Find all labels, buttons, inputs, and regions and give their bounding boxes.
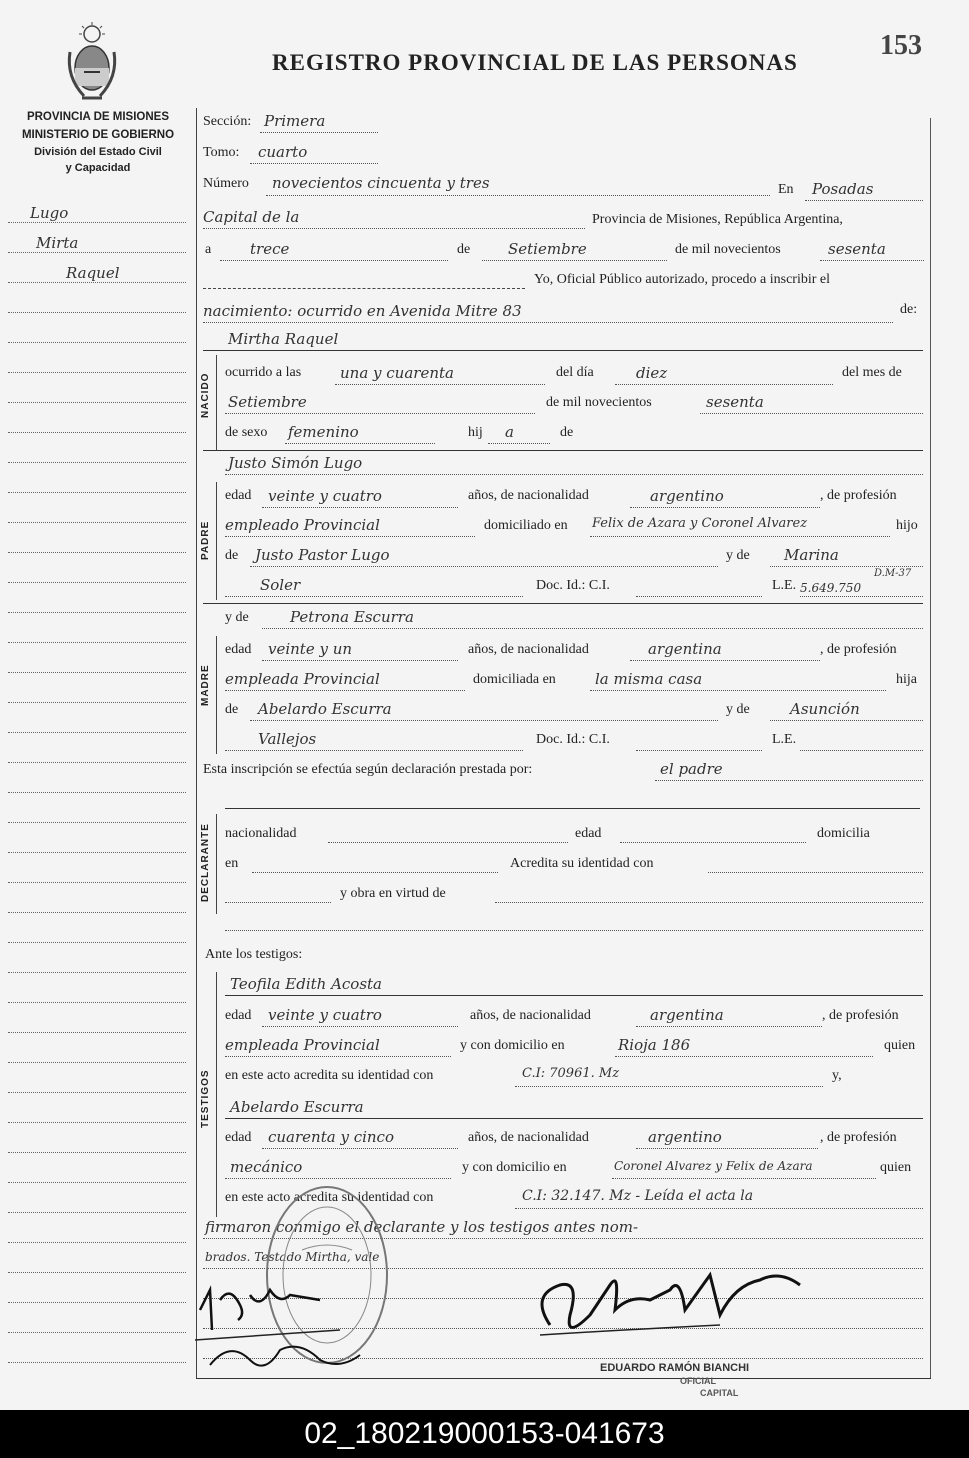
document-id-footer: 02_180219000153-041673 (0, 1410, 969, 1458)
officer-stamp-role: OFICIAL (680, 1376, 716, 1386)
testigo1-y-label: y, (832, 1068, 842, 1083)
nacido-divider (203, 350, 923, 351)
seccion-value: Primera (264, 112, 326, 130)
closing-line-1: firmaron conmigo el declarante y los testigos antes nom- (205, 1218, 639, 1236)
testigos-bracket (216, 972, 217, 1217)
declarante-acredita-label: Acredita su identidad con (510, 856, 654, 871)
madre-edad-value: veinte y un (268, 640, 353, 658)
padre-dom-label: domiciliado en (484, 518, 568, 533)
acto-value: nacimiento: ocurrido en Avenida Mitre 83 (203, 302, 522, 320)
en-label: En (778, 182, 794, 197)
padre-edad-value: veinte y cuatro (268, 487, 382, 505)
margin-name-1: Mirta (36, 234, 79, 252)
testigo2-doc: C.I: 32.147. Mz - Leída el acta la (522, 1188, 754, 1204)
nacido-anio-value: sesenta (706, 393, 764, 411)
de-label: de (457, 242, 471, 257)
declarante-edad-label: edad (575, 826, 602, 841)
testigo1-doc: C.I: 70961. Mz (522, 1066, 620, 1081)
padre-edad-label: edad (225, 488, 252, 503)
madre-hija-label: hija (896, 672, 917, 687)
testigo1-quien-label: quien (884, 1038, 916, 1053)
milnov-label: de mil novecientos (675, 242, 781, 257)
page-number: 153 (880, 30, 922, 61)
testigo1-edad: veinte y cuatro (268, 1006, 382, 1024)
witness-signatures-icon (190, 1280, 370, 1390)
en-value: Posadas (812, 180, 874, 198)
testigo2-nac-label: años, de nacionalidad (468, 1130, 589, 1145)
padre-le-label: L.E. (772, 578, 797, 593)
padre-nombre: Justo Simón Lugo (228, 454, 363, 472)
office-ministry: MINISTERIO DE GOBIERNO (21, 129, 175, 141)
issuing-office (8, 108, 188, 176)
tomo-label: Tomo: (203, 145, 240, 160)
sexo-label: de sexo (225, 425, 268, 440)
deldia-label: del día (556, 365, 594, 380)
hij-label: hij (468, 425, 483, 440)
testigo1-edad-label: edad (225, 1008, 252, 1023)
testigos-section-label: TESTIGOS (200, 1069, 211, 1128)
padre-section-label: PADRE (200, 520, 211, 560)
declarante-obra-label: y obra en virtud de (340, 886, 446, 901)
testigo2-nac: argentino (648, 1128, 722, 1146)
nacido-nombre: Mirtha Raquel (228, 330, 339, 348)
madre-dom-label: domiciliada en (473, 672, 556, 687)
hora-value: una y cuarenta (340, 364, 454, 382)
padre-le-note: D.M-37 (874, 568, 912, 579)
testigo1-nac: argentina (650, 1006, 724, 1024)
margin-name-2: Raquel (66, 264, 120, 282)
numero-label: Número (203, 176, 249, 191)
testigo2-quien-label: quien (880, 1160, 912, 1175)
testigo2-dom: Coronel Alvarez y Felix de Azara (614, 1159, 813, 1173)
padre-prof-label: , de profesión (820, 488, 897, 503)
madre-de-label: de (225, 702, 239, 717)
madre-yde2-label: y de (726, 702, 750, 717)
madre-doc-label: Doc. Id.: C.I. (536, 732, 610, 747)
hij-suffix: a (505, 423, 514, 441)
officer-signature-icon (520, 1255, 810, 1355)
madre-le-label: L.E. (772, 732, 797, 747)
padre-le-value: 5.649.750 (800, 581, 862, 595)
padre-madre-de-1: Marina (784, 546, 839, 564)
padre-nac-label: años, de nacionalidad (468, 488, 589, 503)
testigo2-prof-label: , de profesión (820, 1130, 897, 1145)
officer-stamp-name: EDUARDO RAMÓN BIANCHI (600, 1362, 750, 1374)
tomo-value: cuarto (258, 143, 308, 161)
document-title: REGISTRO PROVINCIAL DE LAS PERSONAS (272, 50, 798, 75)
testigo2-edad: cuarenta y cinco (268, 1128, 394, 1146)
padre-bracket (216, 482, 217, 600)
left-border (196, 108, 197, 1378)
declarante-nac-label: nacionalidad (225, 826, 297, 841)
padre-de-label: de (225, 548, 239, 563)
numero-value: novecientos cincuenta y tres (272, 174, 490, 192)
madre-madre-de-1: Asunción (790, 700, 860, 718)
officer-stamp-location: CAPITAL (700, 1388, 739, 1398)
office-division: División del Estado Civil (34, 146, 162, 158)
padre-yde-label: y de (726, 548, 750, 563)
dia-value: trece (250, 240, 290, 258)
testigo1-nombre: Teofila Edith Acosta (230, 975, 382, 993)
testigo1-dom: Rioja 186 (618, 1036, 691, 1054)
declarante-intro-label: Esta inscripción se efectúa según declaración prestada por: (203, 762, 533, 777)
madre-nac-value: argentina (648, 640, 722, 658)
padre-dom-value: Felix de Azara y Coronel Alvarez (592, 516, 808, 531)
declarante-intro-value: el padre (660, 760, 723, 778)
testigo1-dom-label: y con domicilio en (460, 1038, 565, 1053)
testigo2-acredita-label: en este acto acredita su identidad con (225, 1190, 434, 1205)
padre-divider (203, 450, 923, 451)
madre-edad-label: edad (225, 642, 252, 657)
margin-surname: Lugo (30, 204, 69, 222)
sexo-value: femenino (288, 423, 359, 441)
coat-of-arms-icon (64, 22, 120, 104)
padre-madre-de-2: Soler (260, 576, 301, 594)
declarante-bracket (216, 814, 217, 914)
provincia-text: Provincia de Misiones, República Argentina, (592, 212, 843, 227)
madre-madre-de-2: Vallejos (258, 730, 317, 748)
madre-nombre: Petrona Escurra (290, 608, 414, 626)
ocurrido-label: ocurrido a las (225, 365, 302, 380)
nacido-mes-value: Setiembre (228, 393, 307, 411)
oficial-text: Yo, Oficial Público autorizado, procedo a inscribir el (534, 272, 831, 287)
padre-doc-label: Doc. Id.: C.I. (536, 578, 610, 593)
testigo2-prof: mecánico (230, 1158, 303, 1176)
nacido-section-label: NACIDO (200, 372, 211, 418)
testigo2-edad-label: edad (225, 1130, 252, 1145)
declarante-section-label: DECLARANTE (200, 823, 211, 902)
madre-bracket (216, 636, 217, 754)
seccion-label: Sección: (203, 114, 252, 129)
padre-padre-de: Justo Pastor Lugo (255, 546, 390, 564)
madre-padre-de: Abelardo Escurra (258, 700, 392, 718)
madre-yde-label: y de (225, 610, 249, 625)
declarante-dom-label: domicilia (817, 826, 870, 841)
anio-value: sesenta (828, 240, 886, 258)
nacido-dia-value: diez (636, 364, 668, 382)
padre-hijo-label: hijo (896, 518, 918, 533)
office-province: PROVINCIA DE MISIONES (26, 111, 170, 123)
madre-prof-value: empleada Provincial (225, 670, 380, 688)
testigo1-prof-label: , de profesión (822, 1008, 899, 1023)
madre-section-label: MADRE (200, 664, 211, 706)
right-border (930, 118, 931, 1378)
capital-value: Capital de la (203, 208, 300, 226)
testigo1-divider (225, 995, 923, 996)
de-colon: de: (900, 302, 918, 317)
nacido-de-label: de (560, 425, 574, 440)
testigo2-nombre: Abelardo Escurra (230, 1098, 364, 1116)
padre-prof-value: empleado Provincial (225, 516, 380, 534)
testigo2-dom-label: y con domicilio en (462, 1160, 567, 1175)
office-capacity: y Capacidad (65, 162, 131, 174)
nacido-milnov-label: de mil novecientos (546, 395, 652, 410)
closing-line-2: brados. Testado Mirtha, vale (205, 1250, 380, 1264)
mes-value: Setiembre (508, 240, 587, 258)
testigo2-divider (225, 1118, 923, 1119)
testigo1-acredita-label: en este acto acredita su identidad con (225, 1068, 434, 1083)
testigos-intro-label: Ante los testigos: (205, 947, 303, 962)
madre-divider (203, 603, 923, 604)
declarante-divider (225, 808, 920, 809)
madre-nac-label: años, de nacionalidad (468, 642, 589, 657)
madre-prof-label: , de profesión (820, 642, 897, 657)
testigo1-nac-label: años, de nacionalidad (470, 1008, 591, 1023)
delmes-label: del mes de (842, 365, 902, 380)
padre-nac-value: argentino (650, 487, 724, 505)
declarante-en-label: en (225, 856, 239, 871)
nacido-bracket (216, 355, 217, 450)
a-label: a (205, 242, 212, 257)
testigo1-prof: empleada Provincial (225, 1036, 380, 1054)
madre-dom-value: la misma casa (595, 670, 703, 688)
